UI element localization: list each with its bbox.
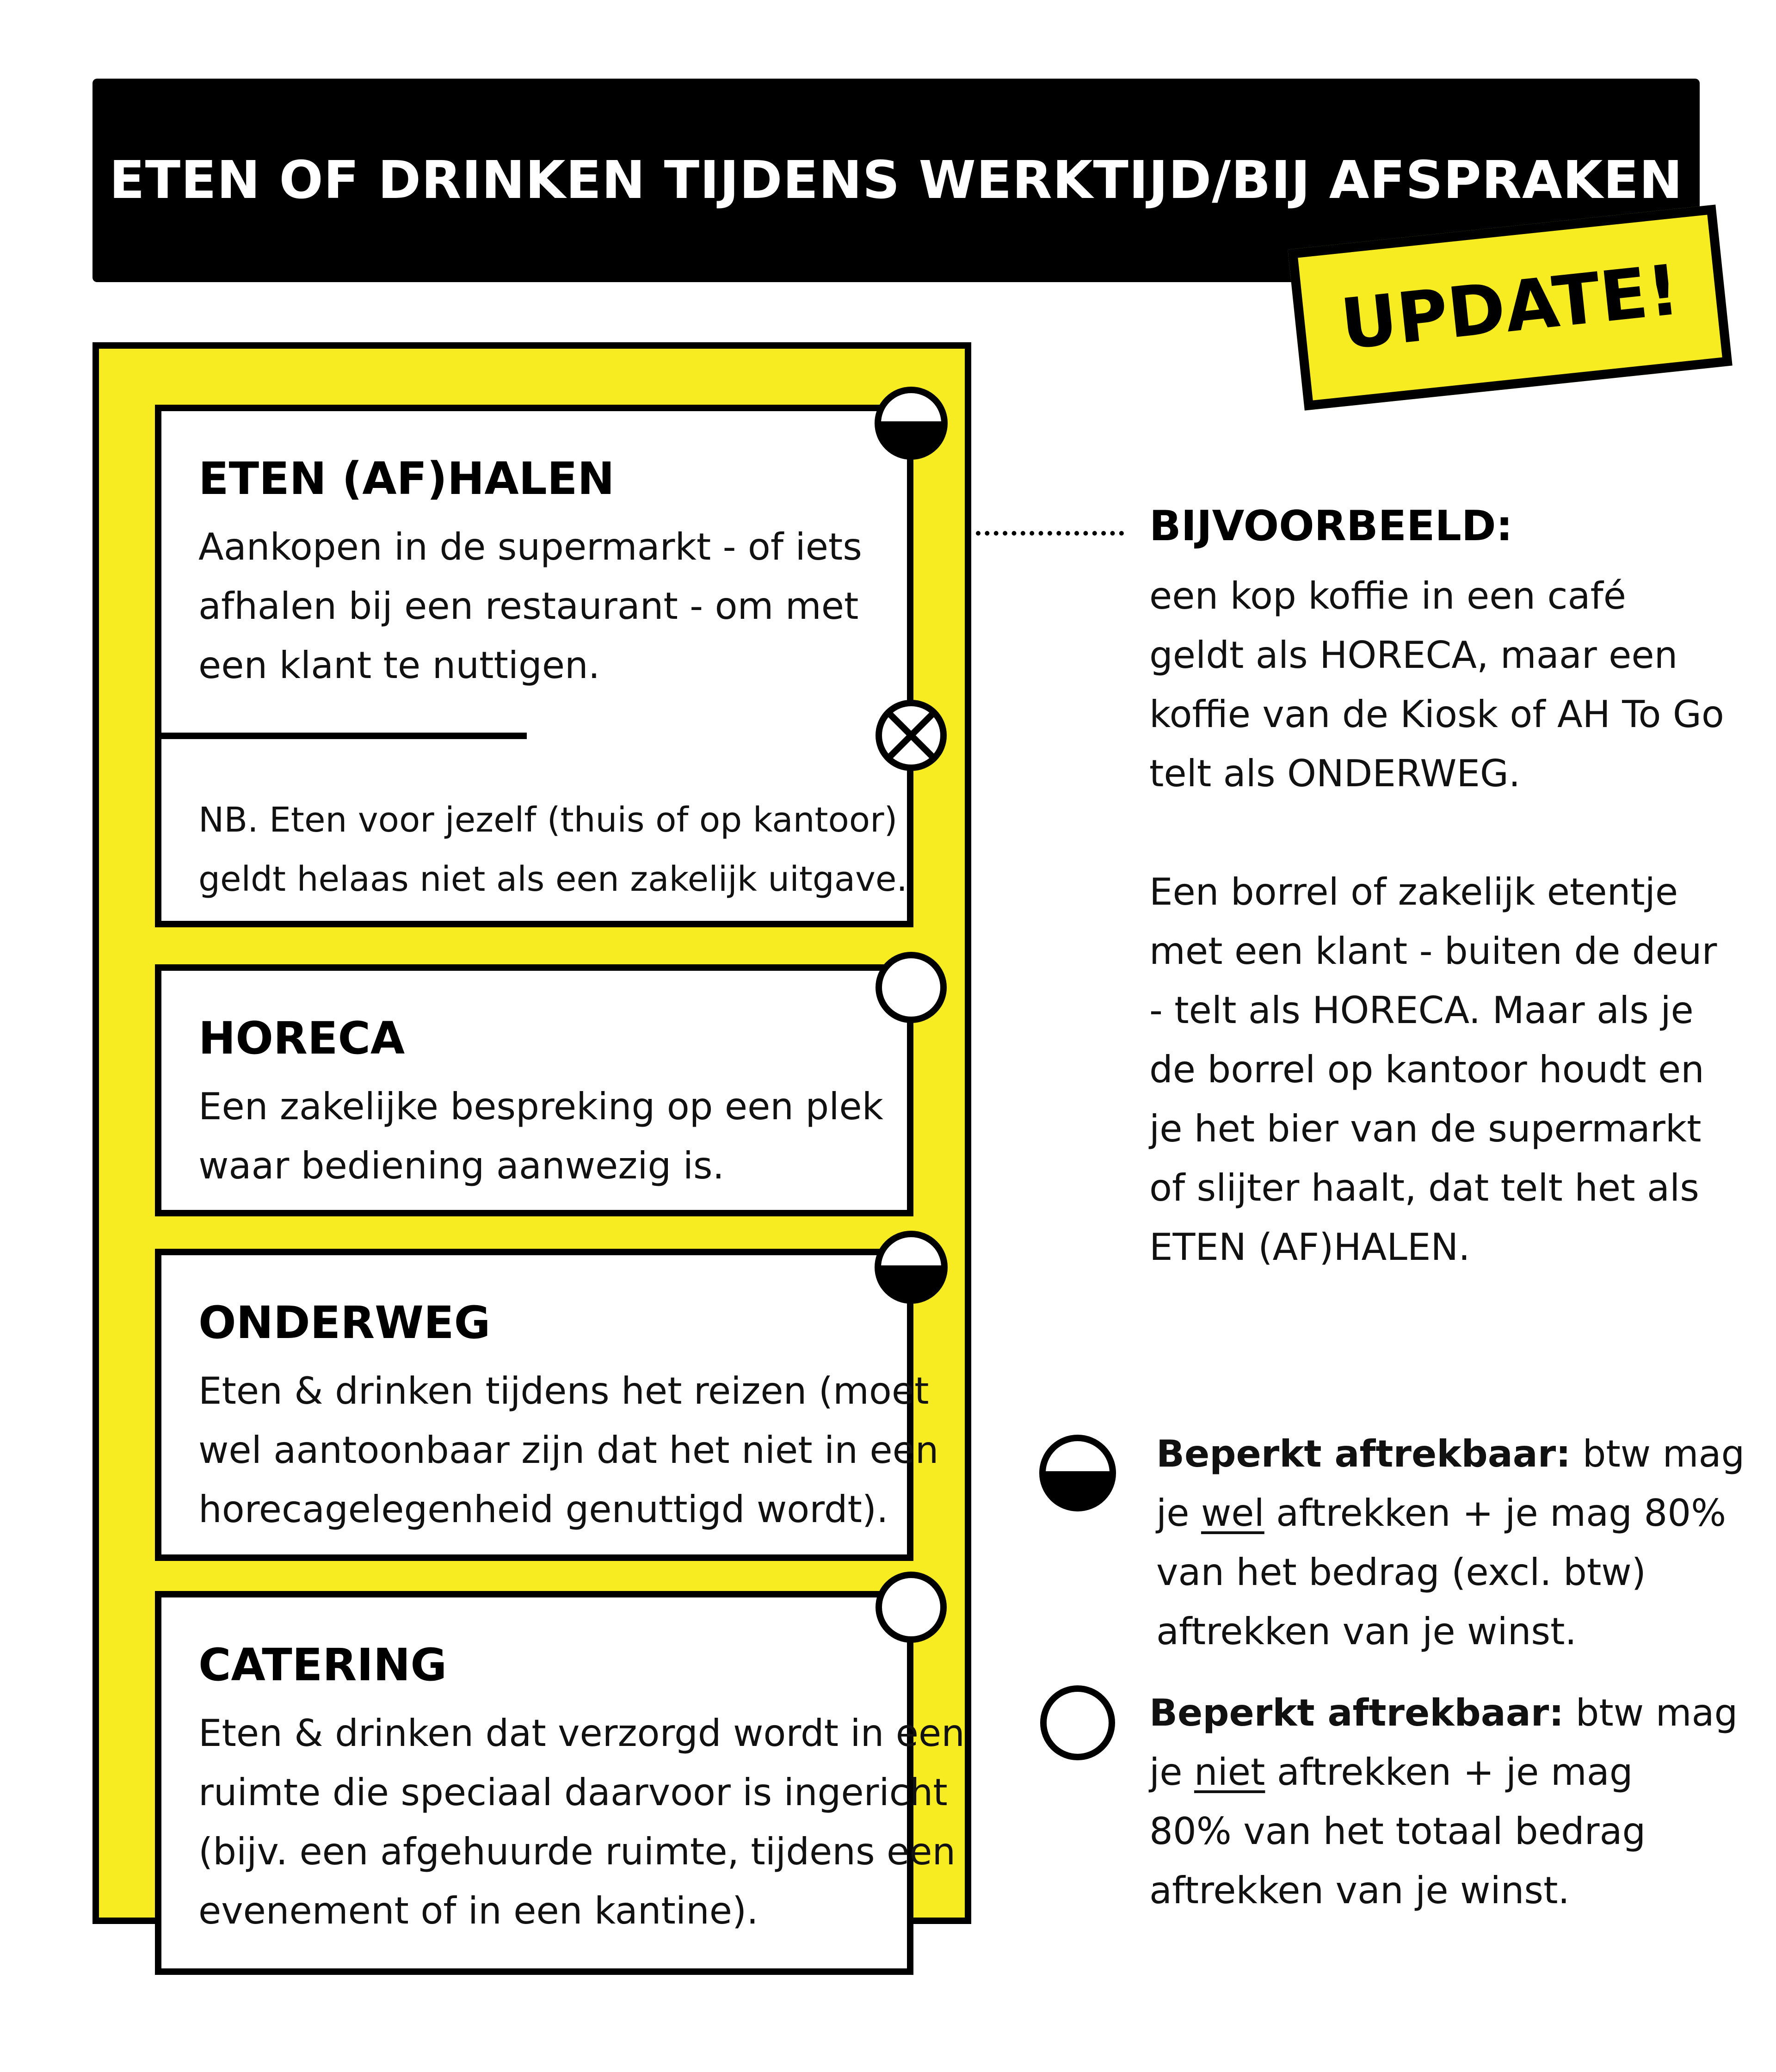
card-title: CATERING bbox=[198, 1639, 447, 1691]
example-line: koffie van de Kiosk of AH To Go bbox=[1149, 693, 1724, 736]
example-line: of slijter haalt, dat telt het als bbox=[1149, 1166, 1699, 1209]
legend-text: btw mag bbox=[1571, 1432, 1745, 1475]
example-line: de borrel op kantoor houdt en bbox=[1149, 1048, 1704, 1091]
card-divider bbox=[161, 733, 527, 739]
legend-text: je bbox=[1156, 1492, 1201, 1535]
card-text-line: afhalen bij een restaurant - om met bbox=[198, 585, 859, 628]
legend-emphasis: wel bbox=[1201, 1492, 1264, 1535]
empty-circle-icon bbox=[874, 950, 948, 1024]
example-line: ETEN (AF)HALEN. bbox=[1149, 1226, 1470, 1269]
page-title: ETEN OF DRINKEN TIJDENS WERKTIJD/BIJ AFSPRAKEN bbox=[109, 150, 1683, 210]
example-line: - telt als HORECA. Maar als je bbox=[1149, 989, 1694, 1032]
legend-line: 80% van het totaal bedrag bbox=[1149, 1810, 1646, 1853]
legend-text: aftrekken + je mag bbox=[1265, 1751, 1633, 1794]
card-horeca bbox=[155, 964, 913, 1216]
legend-line bbox=[1156, 1424, 1745, 1484]
dotted-connector bbox=[976, 531, 1124, 536]
card-onderweg bbox=[155, 1249, 939, 1561]
card-text-line: wel aantoonbaar zijn dat het niet in een bbox=[198, 1429, 939, 1472]
empty-circle-icon bbox=[874, 1570, 948, 1644]
card-eten-afhalen bbox=[155, 405, 913, 927]
example-line: met een klant - buiten de deur bbox=[1149, 930, 1717, 973]
legend-text: je bbox=[1149, 1751, 1194, 1794]
card-text-line: evenement of in een kantine). bbox=[198, 1889, 758, 1932]
half-filled-circle-icon bbox=[1038, 1434, 1117, 1512]
update-badge-label: UPDATE! bbox=[1337, 250, 1684, 365]
card-text-line: horecagelegenheid genuttigd wordt). bbox=[198, 1488, 888, 1531]
legend-text: aftrekken + je mag 80% bbox=[1264, 1492, 1727, 1535]
crossed-circle-icon bbox=[874, 698, 948, 772]
card-note-line: geldt helaas niet als een zakelijk uitgave. bbox=[198, 859, 907, 899]
legend-line: van het bedrag (excl. btw) bbox=[1156, 1551, 1646, 1594]
legend-line bbox=[1149, 1743, 1633, 1802]
legend-label: Beperkt aftrekbaar: bbox=[1149, 1691, 1564, 1734]
card-text-line: ruimte die speciaal daarvoor is ingericht bbox=[198, 1771, 948, 1814]
example-heading: BIJVOORBEELD: bbox=[1149, 502, 1513, 550]
card-title: ONDERWEG bbox=[198, 1297, 491, 1349]
legend-text: btw mag bbox=[1564, 1691, 1738, 1734]
legend-emphasis: niet bbox=[1194, 1751, 1265, 1794]
legend-line bbox=[1156, 1484, 1726, 1543]
half-filled-circle-icon bbox=[874, 1230, 948, 1304]
card-text-line: Een zakelijke bespreking op een plek bbox=[198, 1085, 883, 1128]
example-line: telt als ONDERWEG. bbox=[1149, 752, 1521, 795]
example-line: Een borrel of zakelijk etentje bbox=[1149, 870, 1678, 913]
card-title: HORECA bbox=[198, 1012, 405, 1064]
legend-line: aftrekken van je winst. bbox=[1149, 1869, 1570, 1912]
card-catering bbox=[155, 1591, 965, 1975]
legend-line bbox=[1149, 1684, 1738, 1743]
legend-label: Beperkt aftrekbaar: bbox=[1156, 1432, 1571, 1475]
card-text-line: Eten & drinken tijdens het reizen (moet bbox=[198, 1369, 929, 1412]
card-note-line: NB. Eten voor jezelf (thuis of op kantoor) bbox=[198, 800, 898, 840]
card-text-line: Eten & drinken dat verzorgd wordt in een bbox=[198, 1712, 965, 1755]
card-text-line: (bijv. een afgehuurde ruimte, tijdens een bbox=[198, 1830, 956, 1873]
empty-circle-icon bbox=[1038, 1684, 1117, 1762]
example-line: geldt als HORECA, maar een bbox=[1149, 634, 1678, 677]
example-line: je het bier van de supermarkt bbox=[1149, 1107, 1702, 1150]
card-text-line: Aankopen in de supermarkt - of iets bbox=[198, 525, 862, 568]
card-title: ETEN (AF)HALEN bbox=[198, 453, 615, 505]
half-filled-circle-icon bbox=[874, 386, 948, 460]
legend-line: aftrekken van je winst. bbox=[1156, 1610, 1577, 1653]
example-line: een kop koffie in een café bbox=[1149, 574, 1626, 617]
card-text-line: een klant te nuttigen. bbox=[198, 644, 600, 687]
card-text-line: waar bediening aanwezig is. bbox=[198, 1144, 725, 1187]
